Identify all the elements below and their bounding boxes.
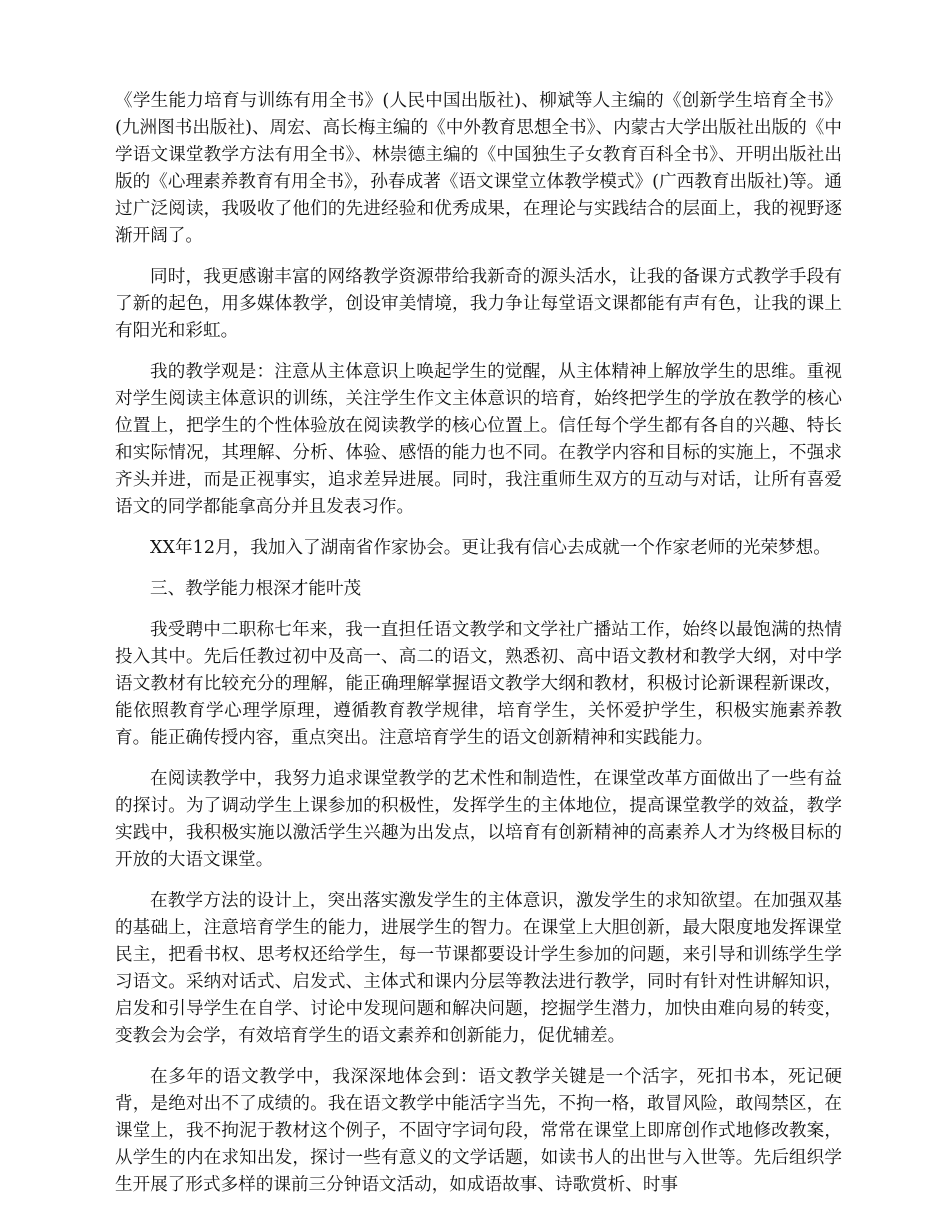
paragraph-years-of-teaching: 在多年的语文教学中，我深深地体会到：语文教学关键是一个活字，死扣书本，死记硬背，是绝对出不了成绩的。我在语文教学中能活字当先，不拘一格，敢冒风险，敢闯禁区，在课堂上，我不拘泥于教材这个例子，不固守字词句段，常常在课堂上即席创作式地修改教案，从学生的内在求知出发，探讨一些有意义的文学话题，如读书人的出世与入世等。先后组织学生开展了形式多样的课前三分钟语文活动，如成语故事、诗歌赏析、时事 xyxy=(115,1067,842,1195)
paragraph-teaching-view: 我的教学观是：注意从主体意识上唤起学生的觉醒，从主体精神上解放学生的思维。重视对学生阅读主体意识的训练，关注学生作文主体意识的培育，始终把学生的学放在教学的核心位置上，把学生的个性体验放在阅读教学的核心位置上。信任每个学生都有各自的兴趣、特长和实际情况，其理解、分析、体验、感悟的能力也不同。在教学内容和目标的实施上，不强求齐头并进，而是正视事实，追求差异进展。同时，我注重师生双方的互动与对话，让所有喜爱语文的同学都能拿高分并且发表习作。 xyxy=(115,362,842,517)
document-body xyxy=(115,88,842,1213)
paragraph-writers-association: XX年12月，我加入了湖南省作家协会。更让我有信心去成就一个作家老师的光荣梦想。 xyxy=(150,538,831,558)
paragraph-network-resources: 同时，我更感谢丰富的网络教学资源带给我新奇的源头活水，让我的备课方式教学手段有了新的起色，用多媒体教学，创设审美情境，我力争让每堂语文课都能有声有色，让我的课上有阳光和彩虹。 xyxy=(115,267,842,341)
paragraph-teaching-methods: 在教学方法的设计上，突出落实激发学生的主体意识，激发学生的求知欲望。在加强双基的基础上，注意培育学生的能力，进展学生的智力。在课堂上大胆创新，最大限度地发挥课堂民主，把看书权、思考权还给学生，每一节课都要设计学生参加的问题，来引导和训练学生学习语文。采纳对话式、启发式、主体式和课内分层等教法进行教学，同时有针对性讲解知识，启发和引导学生在自学、讨论中发现问题和解决问题，挖掘学生潜力，加快由难向易的转变，变教会为会学，有效培育学生的语文素养和创新能力，促优辅差。 xyxy=(115,891,842,1046)
paragraph-book-list: 《学生能力培育与训练有用全书》(人民中国出版社)、柳斌等人主编的《创新学生培育全书》(九洲图书出版社)、周宏、高长梅主编的《中外教育思想全书》、内蒙古大学出版社出版的《中学语文课堂教学方法有用全书》、林崇德主编的《中国独生子女教育百科全书》、开明出版社出版的《心理素养教育有用全书》，孙春成著《语文课堂立体教学模式》(广西教育出版社)等。通过广泛阅读，我吸收了他们的先进经验和优秀成果，在理论与实践结合的层面上，我的视野逐渐开阔了。 xyxy=(115,91,842,246)
section-heading: 三、教学能力根深才能叶茂 xyxy=(150,579,362,599)
paragraph-teaching-experience: 我受聘中二职称七年来，我一直担任语文教学和文学社广播站工作，始终以最饱满的热情投入其中。先后任教过初中及高一、高二的语文，熟悉初、高中语文教材和教学大纲，对中学语文教材有比较充分的理解，能正确理解掌握语文教学大纲和教材，积极讨论新课程新课改，能依照教育学心理学原理，遵循教育教学规律，培育学生，关怀爱护学生，积极实施素养教育。能正确传授内容，重点突出。注意培育学生的语文创新精神和实践能力。 xyxy=(115,620,842,748)
paragraph-reading-teaching: 在阅读教学中，我努力追求课堂教学的艺术性和制造性，在课堂改革方面做出了一些有益的探讨。为了调动学生上课参加的积极性，发挥学生的主体地位，提高课堂教学的效益，教学实践中，我积极实施以激活学生兴趣为出发点，以培育有创新精神的高素养人才为终极目标的开放的大语文课堂。 xyxy=(115,769,842,870)
